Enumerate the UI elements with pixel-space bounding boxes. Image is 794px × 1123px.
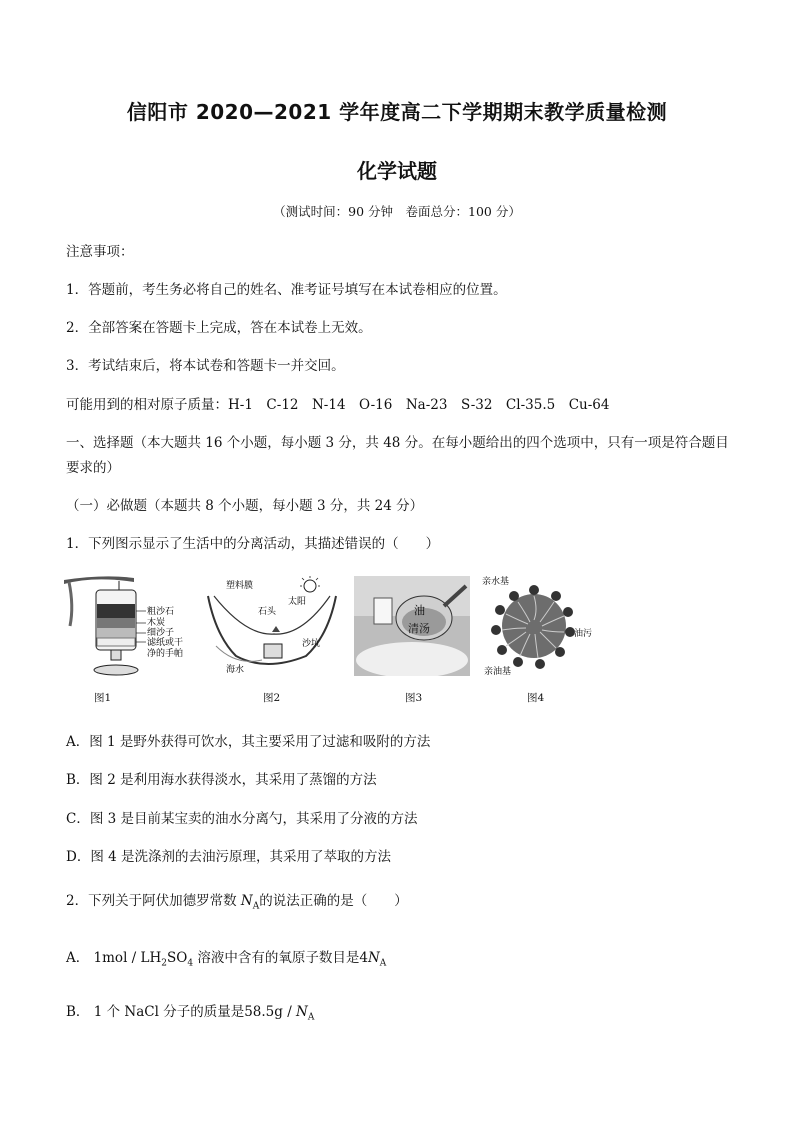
q2-stem (66, 889, 408, 912)
exam-info: （测试时间：90 分钟 卷面总分：100 分） (273, 204, 521, 219)
part-heading: （一）必做题（本题共 8 个小题，每小题 3 分，共 24 分） (66, 498, 424, 514)
fig4-label-2: 油污 (574, 629, 593, 639)
section-heading-line1: 一、选择题（本大题共 16 个小题，每小题 3 分，共 48 分。在每小题给出的四个选项中，只有一项是符合题目 (66, 435, 729, 451)
fig4-label-3: 亲油基 (484, 667, 512, 676)
q1-stem: 1．下列图示显示了生活中的分离活动，其描述错误的（ ） (66, 536, 440, 552)
q1-option-b: B．图 2 是利用海水获得淡水，其采用了蒸馏的方法 (66, 772, 377, 788)
subject-title: 化学试题 (357, 159, 437, 183)
q2-a-text: 溶液中含有的氧原子数目是 (197, 950, 360, 966)
q2-a-na-sub: A (379, 958, 387, 969)
fig2-label-2: 太阳 (288, 597, 307, 607)
figure-4-micelle (478, 576, 594, 676)
q2-b-na-sub: A (307, 1012, 315, 1023)
note-item-2: 2．全部答案在答题卡上完成，答在本试卷上无效。 (66, 320, 372, 336)
figure-1-caption: 图1 (94, 692, 112, 704)
q2-option-a (66, 946, 386, 969)
q2-b-mass: 58.5g / (244, 1004, 297, 1020)
fig1-label-1: 粗沙石 (147, 607, 175, 617)
q2-stem-suffix: 的说法正确的是（ ） (259, 893, 408, 909)
q2-a-label: A． (66, 950, 90, 966)
q2-a-so-sub: 4 (187, 958, 194, 969)
q2-stem-prefix: 2．下列关于阿伏加德罗常数 (66, 893, 237, 909)
atomic-masses: 可能用到的相对原子质量：H-1 C-12 N-14 O-16 Na-23 S-32 Cl-35.5 Cu-64 (66, 397, 610, 413)
fig3-label-1: 油 (414, 604, 425, 617)
fig4-label-1: 亲水基 (482, 577, 510, 587)
fig1-label-3: 细沙子 (147, 628, 175, 638)
q2-a-number: 4 (359, 950, 368, 966)
fig1-label-5: 净的手帕 (147, 649, 184, 659)
q2-a-na: N (367, 950, 380, 966)
fig1-label-4: 滤纸或干 (147, 638, 184, 648)
avogadro-subscript: A (252, 901, 260, 912)
section-heading-line2: 要求的） (66, 460, 120, 476)
avogadro-symbol: N (240, 893, 253, 909)
q1-option-d: D．图 4 是洗涤剂的去油污原理，其采用了萃取的方法 (66, 849, 391, 865)
figure-3-ladle (354, 576, 470, 676)
q1-option-a: A．图 1 是野外获得可饮水，其主要采用了过滤和吸附的方法 (66, 734, 431, 750)
figure-3-caption: 图3 (405, 692, 423, 704)
fig2-label-5: 海水 (226, 665, 245, 675)
fig2-label-1: 塑料膜 (226, 581, 254, 591)
fig2-label-3: 石头 (258, 607, 277, 617)
figure-2-caption: 图2 (263, 692, 281, 704)
q2-a-concentration: 1mol / LH (93, 950, 162, 966)
exam-title: 信阳市 2020—2021 学年度高二下学期期末教学质量检测 (126, 100, 668, 124)
q1-option-c: C．图 3 是目前某宝卖的油水分离勺，其采用了分液的方法 (66, 811, 418, 827)
q2-b-text: 1 个 NaCl 分子的质量是 (93, 1004, 245, 1020)
figure-2-still (206, 576, 344, 676)
fig3-label-2: 清汤 (408, 622, 430, 635)
fig2-label-4: 沙坑 (302, 639, 321, 649)
q2-a-h-sub: 2 (161, 958, 167, 969)
fig1-label-2: 木炭 (147, 618, 166, 628)
note-item-3: 3．考试结束后，将本试卷和答题卡一并交回。 (66, 358, 345, 374)
q2-b-label: B． (66, 1004, 90, 1020)
q2-b-na: N (296, 1004, 308, 1020)
q2-a-so: SO (167, 950, 188, 966)
figure-1-filter (64, 576, 202, 676)
q2-option-b (66, 1000, 314, 1023)
notes-heading: 注意事项： (66, 244, 134, 260)
note-item-1: 1．答题前，考生务必将自己的姓名、准考证号填写在本试卷相应的位置。 (66, 282, 507, 298)
figure-4-caption: 图4 (527, 692, 545, 704)
